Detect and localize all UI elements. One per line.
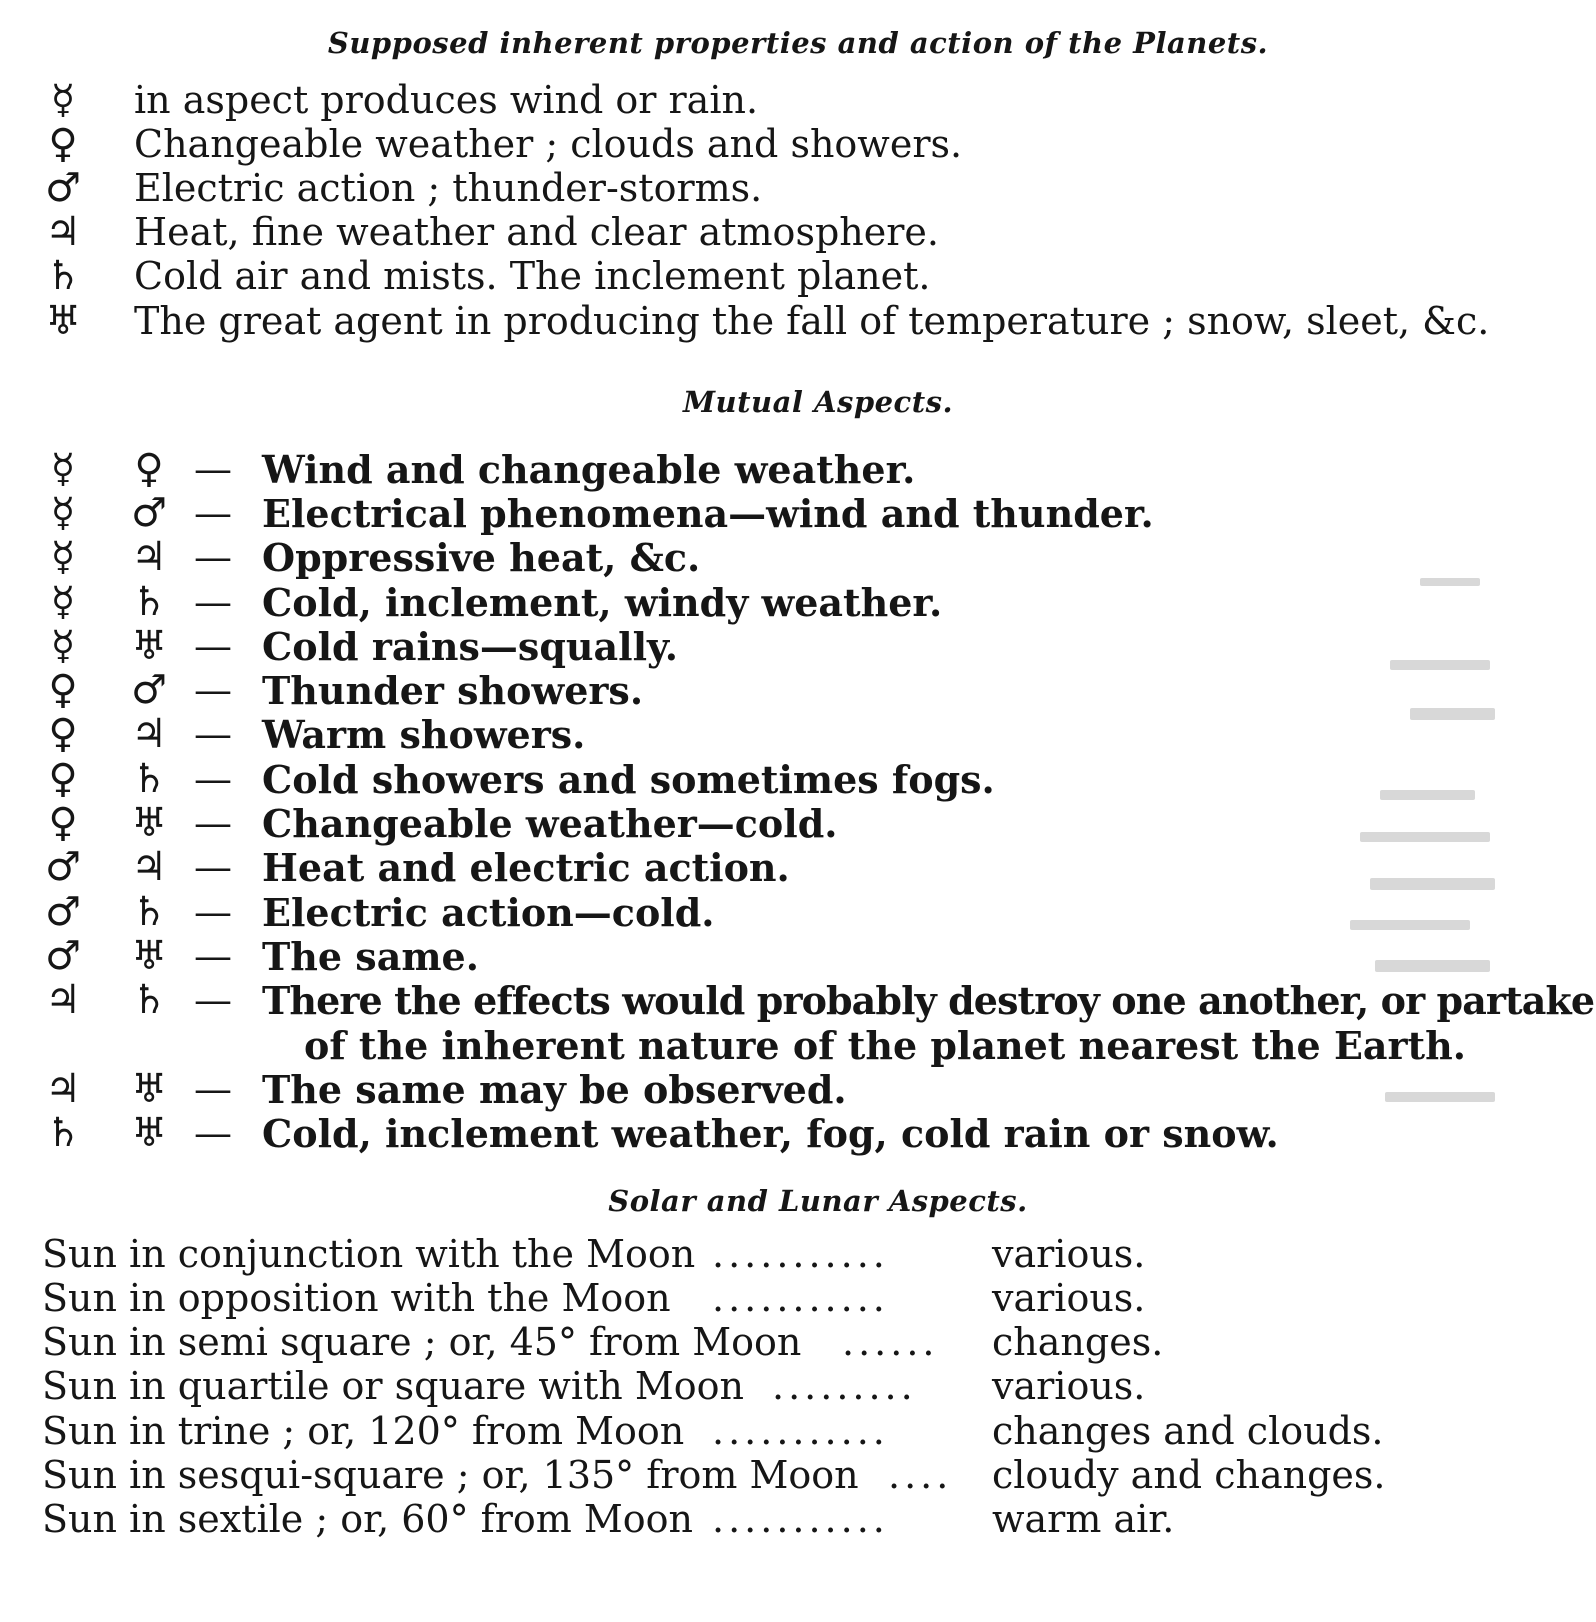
aspect-result: various. xyxy=(992,1276,1146,1320)
aspect-effect: Cold showers and sometimes fogs. xyxy=(262,757,995,802)
uranus-icon: ♅ xyxy=(131,1066,167,1112)
dash: — xyxy=(194,712,232,756)
aspect-result: various. xyxy=(992,1232,1146,1276)
mercury-icon: ☿ xyxy=(50,579,76,625)
dash: — xyxy=(194,668,232,712)
planet-description: in aspect produces wind or rain. xyxy=(134,78,759,122)
aspect-result: warm air. xyxy=(992,1497,1175,1541)
bleed-through-mark xyxy=(1350,920,1470,930)
aspect-effect: Cold, inclement, windy weather. xyxy=(262,580,943,625)
aspect-effect: Electric action—cold. xyxy=(262,890,715,935)
dash: — xyxy=(194,845,232,889)
mars-icon: ♂ xyxy=(45,933,81,979)
mercury-icon: ☿ xyxy=(50,77,76,123)
planet-description: The great agent in producing the fall of temperature ; snow, sleet, &c. xyxy=(134,299,1490,343)
aspect-effect-continuation: of the inherent nature of the planet nearest the Earth. xyxy=(304,1023,1466,1068)
aspect-result: changes. xyxy=(992,1320,1164,1364)
aspect-effect: Electrical phenomena—wind and thunder. xyxy=(262,491,1154,536)
venus-icon: ♀ xyxy=(48,756,78,802)
dot-leader: ........... xyxy=(712,1409,889,1453)
jupiter-icon: ♃ xyxy=(45,1066,81,1112)
bleed-through-mark xyxy=(1375,960,1490,972)
heading-mutual-aspects: Mutual Aspects. xyxy=(682,385,954,419)
aspect-name: Sun in semi square ; or, 45° from Moon xyxy=(42,1320,802,1364)
dot-leader: ......... xyxy=(772,1364,917,1408)
bleed-through-mark xyxy=(1385,1092,1495,1102)
dash: — xyxy=(194,535,232,579)
dash: — xyxy=(194,1067,232,1111)
mars-icon: ♂ xyxy=(131,490,167,536)
uranus-icon: ♅ xyxy=(131,800,167,846)
dot-leader: ........... xyxy=(712,1276,889,1320)
aspect-effect: The same. xyxy=(262,934,479,979)
dash: — xyxy=(194,624,232,668)
aspect-result: cloudy and changes. xyxy=(992,1453,1386,1497)
bleed-through-mark xyxy=(1370,878,1495,890)
heading-planets: Supposed inherent properties and action of the Planets. xyxy=(327,26,1269,60)
venus-icon: ♀ xyxy=(48,800,78,846)
saturn-icon: ♄ xyxy=(131,579,167,625)
aspect-effect: Oppressive heat, &c. xyxy=(262,535,701,580)
aspect-effect: Changeable weather—cold. xyxy=(262,801,838,846)
aspect-name: Sun in opposition with the Moon xyxy=(42,1276,671,1320)
dash: — xyxy=(194,491,232,535)
aspect-effect: Cold rains—squally. xyxy=(262,624,678,669)
saturn-icon: ♄ xyxy=(131,889,167,935)
saturn-icon: ♄ xyxy=(131,977,167,1023)
bleed-through-mark xyxy=(1420,578,1480,586)
uranus-icon: ♅ xyxy=(45,298,81,344)
uranus-icon: ♅ xyxy=(131,623,167,669)
dash: — xyxy=(194,934,232,978)
aspect-effect: There the effects would probably destroy one another, or partake xyxy=(262,978,1595,1023)
mercury-icon: ☿ xyxy=(50,490,76,536)
dash: — xyxy=(194,580,232,624)
heading-solar-lunar-aspects: Solar and Lunar Aspects. xyxy=(608,1184,1028,1218)
mercury-icon: ☿ xyxy=(50,446,76,492)
venus-icon: ♀ xyxy=(134,446,164,492)
aspect-effect: Cold, inclement weather, fog, cold rain or snow. xyxy=(262,1111,1279,1156)
planet-description: Cold air and mists. The inclement planet. xyxy=(134,254,931,298)
bleed-through-mark xyxy=(1380,790,1475,800)
uranus-icon: ♅ xyxy=(131,1110,167,1156)
dash: — xyxy=(194,801,232,845)
aspect-effect: Warm showers. xyxy=(262,712,586,757)
jupiter-icon: ♃ xyxy=(45,209,81,255)
planet-description: Changeable weather ; clouds and showers. xyxy=(134,122,963,166)
saturn-icon: ♄ xyxy=(45,253,81,299)
saturn-icon: ♄ xyxy=(131,756,167,802)
bleed-through-mark xyxy=(1390,660,1490,670)
mercury-icon: ☿ xyxy=(50,534,76,580)
mars-icon: ♂ xyxy=(45,165,81,211)
saturn-icon: ♄ xyxy=(45,1110,81,1156)
mercury-icon: ☿ xyxy=(50,623,76,669)
dash: — xyxy=(194,757,232,801)
mars-icon: ♂ xyxy=(45,844,81,890)
dot-leader: ........... xyxy=(712,1232,889,1276)
venus-icon: ♀ xyxy=(48,667,78,713)
dash: — xyxy=(194,1111,232,1155)
dot-leader: .... xyxy=(888,1453,953,1497)
dash: — xyxy=(194,447,232,491)
jupiter-icon: ♃ xyxy=(45,977,81,1023)
aspect-effect: Wind and changeable weather. xyxy=(262,447,916,492)
planet-description: Electric action ; thunder-storms. xyxy=(134,166,763,210)
bleed-through-mark xyxy=(1410,708,1495,720)
venus-icon: ♀ xyxy=(48,711,78,757)
venus-icon: ♀ xyxy=(48,121,78,167)
aspect-name: Sun in sextile ; or, 60° from Moon xyxy=(42,1497,694,1541)
aspect-name: Sun in sesqui-square ; or, 135° from Moon xyxy=(42,1453,859,1497)
dash: — xyxy=(194,890,232,934)
aspect-effect: Heat and electric action. xyxy=(262,845,790,890)
jupiter-icon: ♃ xyxy=(131,844,167,890)
aspect-result: various. xyxy=(992,1364,1146,1408)
jupiter-icon: ♃ xyxy=(131,711,167,757)
dash: — xyxy=(194,978,232,1022)
uranus-icon: ♅ xyxy=(131,933,167,979)
aspect-effect: Thunder showers. xyxy=(262,668,644,713)
mars-icon: ♂ xyxy=(131,667,167,713)
mars-icon: ♂ xyxy=(45,889,81,935)
aspect-name: Sun in trine ; or, 120° from Moon xyxy=(42,1409,685,1453)
planet-description: Heat, fine weather and clear atmosphere. xyxy=(134,210,939,254)
jupiter-icon: ♃ xyxy=(131,534,167,580)
aspect-name: Sun in quartile or square with Moon xyxy=(42,1364,744,1408)
aspect-result: changes and clouds. xyxy=(992,1409,1384,1453)
bleed-through-mark xyxy=(1360,832,1490,842)
aspect-name: Sun in conjunction with the Moon xyxy=(42,1232,696,1276)
dot-leader: ...... xyxy=(842,1320,939,1364)
dot-leader: ........... xyxy=(712,1497,889,1541)
aspect-effect: The same may be observed. xyxy=(262,1067,847,1112)
